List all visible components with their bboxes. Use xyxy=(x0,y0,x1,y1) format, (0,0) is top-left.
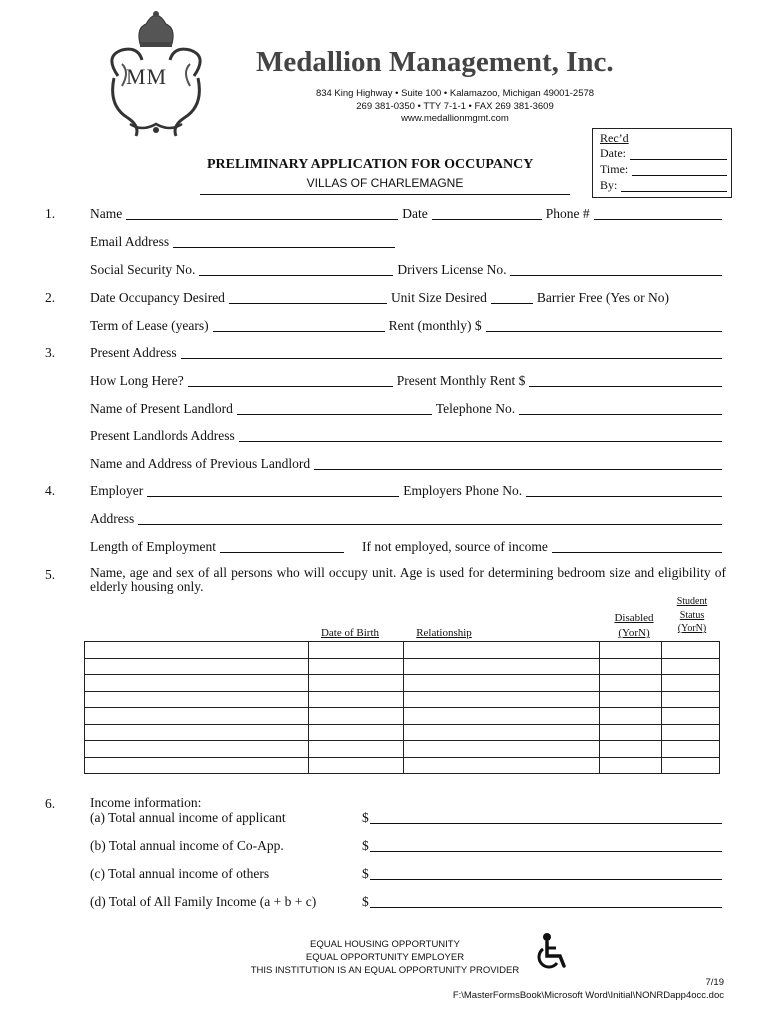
income-d-dollar: $ xyxy=(362,894,369,909)
section-2-row-1 xyxy=(90,288,726,306)
table-cell[interactable] xyxy=(404,642,600,659)
employment-length-label: Length of Employment xyxy=(90,539,216,554)
table-cell[interactable] xyxy=(85,724,309,741)
table-row xyxy=(85,741,720,758)
employer-address-label: Address xyxy=(90,511,135,526)
table-cell[interactable] xyxy=(600,724,662,741)
section-2-row-2 xyxy=(90,316,726,334)
table-cell[interactable] xyxy=(308,741,404,758)
received-date-field[interactable] xyxy=(630,146,727,160)
section-4-row-3 xyxy=(90,537,726,555)
col-disabled-yn: (YorN) xyxy=(618,627,650,639)
name-field[interactable] xyxy=(126,206,398,220)
occupants-instructions: Name, age and sex of all persons who will occupy unit. Age is used for determining bedroom size and eligibility of elderly housing only. xyxy=(90,565,726,594)
income-b-label: (b) Total annual income of Co-App. xyxy=(90,838,284,853)
table-cell[interactable] xyxy=(308,691,404,708)
section-6-number: 6. xyxy=(45,796,56,811)
present-rent-field[interactable] xyxy=(529,373,722,387)
lease-term-field[interactable] xyxy=(213,318,385,332)
table-row xyxy=(85,642,720,659)
table-cell[interactable] xyxy=(662,741,720,758)
occupants-table xyxy=(84,641,720,774)
employer-field[interactable] xyxy=(147,483,399,497)
table-cell[interactable] xyxy=(404,741,600,758)
section-5-number: 5. xyxy=(45,567,56,582)
table-row xyxy=(85,757,720,774)
table-row xyxy=(85,708,720,725)
col-relationship: Relationship xyxy=(416,627,472,639)
footer-equal-employer: EQUAL OPPORTUNITY EMPLOYER xyxy=(305,952,465,963)
footer-equal-housing: EQUAL HOUSING OPPORTUNITY xyxy=(310,939,460,950)
landlord-name-field[interactable] xyxy=(237,401,432,415)
logo-monogram: MM xyxy=(126,64,168,89)
rent-label: Rent (monthly) $ xyxy=(388,318,482,333)
license-field[interactable] xyxy=(510,262,722,276)
section-3-row-2 xyxy=(90,371,726,389)
company-logo xyxy=(100,6,212,142)
table-cell[interactable] xyxy=(600,642,662,659)
col-student-status: Status xyxy=(679,610,705,621)
ssn-field[interactable] xyxy=(199,262,393,276)
company-address: 834 King Highway • Suite 100 • Kalamazoo, Michigan 49001-2578 xyxy=(315,88,595,99)
rent-field[interactable] xyxy=(486,318,722,332)
wheelchair-icon xyxy=(532,932,572,977)
received-by-label: By: xyxy=(600,178,618,192)
table-cell[interactable] xyxy=(600,708,662,725)
received-box xyxy=(592,128,732,198)
barrier-free-label: Barrier Free (Yes or No) xyxy=(536,290,670,305)
section-2-number: 2. xyxy=(45,290,56,305)
section-4-number: 4. xyxy=(45,483,56,498)
phone-field[interactable] xyxy=(594,206,722,220)
table-cell[interactable] xyxy=(662,757,720,774)
income-a-dollar: $ xyxy=(362,810,369,825)
table-cell[interactable] xyxy=(600,691,662,708)
form-title: PRELIMINARY APPLICATION FOR OCCUPANCY xyxy=(207,157,534,172)
company-website: www.medallionmgmt.com xyxy=(401,113,509,124)
income-c-dollar: $ xyxy=(362,866,369,881)
table-cell[interactable] xyxy=(600,675,662,692)
employer-address-field[interactable] xyxy=(138,511,722,525)
property-name: VILLAS OF CHARLEMAGNE xyxy=(306,176,464,190)
income-row-d xyxy=(90,892,726,910)
table-cell[interactable] xyxy=(600,658,662,675)
table-cell[interactable] xyxy=(85,757,309,774)
received-time-field[interactable] xyxy=(632,162,727,176)
table-cell[interactable] xyxy=(308,724,404,741)
col-date-of-birth: Date of Birth xyxy=(320,627,380,639)
company-name: Medallion Management, Inc. xyxy=(256,46,614,78)
received-title: Rec’d xyxy=(600,131,629,145)
employment-length-field[interactable] xyxy=(220,539,344,553)
occupancy-date-label: Date Occupancy Desired xyxy=(90,290,225,305)
income-source-field[interactable] xyxy=(552,539,722,553)
income-d-label: (d) Total of All Family Income (a + b + c) xyxy=(90,894,317,909)
table-row xyxy=(85,724,720,741)
income-c-label: (c) Total annual income of others xyxy=(90,866,270,881)
property-underline xyxy=(200,194,570,195)
email-label: Email Address xyxy=(90,234,170,249)
table-cell[interactable] xyxy=(85,675,309,692)
table-row xyxy=(85,658,720,675)
income-a-field[interactable] xyxy=(370,810,722,824)
how-long-label: How Long Here? xyxy=(90,373,184,388)
landlord-name-label: Name of Present Landlord xyxy=(90,401,233,416)
license-label: Drivers License No. xyxy=(397,262,507,277)
section-1-row-1 xyxy=(90,204,726,222)
income-row-a xyxy=(90,808,726,826)
table-cell[interactable] xyxy=(85,741,309,758)
received-time-label: Time: xyxy=(600,162,629,176)
previous-landlord-field[interactable] xyxy=(314,456,722,470)
table-cell[interactable] xyxy=(404,658,600,675)
income-row-b xyxy=(90,836,726,854)
section-4-row-2 xyxy=(90,509,726,527)
table-cell[interactable] xyxy=(85,658,309,675)
income-b-dollar: $ xyxy=(362,838,369,853)
table-cell[interactable] xyxy=(404,757,600,774)
table-row xyxy=(85,691,720,708)
previous-landlord-label: Name and Address of Previous Landlord xyxy=(90,456,311,471)
table-cell[interactable] xyxy=(85,708,309,725)
received-date-label: Date: xyxy=(600,146,626,160)
table-cell[interactable] xyxy=(662,724,720,741)
income-title: Income information: xyxy=(90,795,202,810)
company-phone: 269 381-0350 • TTY 7-1-1 • FAX 269 381-3609 xyxy=(356,101,554,112)
income-source-label: If not employed, source of income xyxy=(361,539,548,554)
table-cell[interactable] xyxy=(662,642,720,659)
employer-label: Employer xyxy=(90,483,144,498)
email-field[interactable] xyxy=(173,234,395,248)
section-4-row-1 xyxy=(90,481,726,499)
income-a-label: (a) Total annual income of applicant xyxy=(90,810,286,825)
income-row-c xyxy=(90,864,726,882)
present-address-field[interactable] xyxy=(181,345,722,359)
how-long-field[interactable] xyxy=(188,373,393,387)
col-student: Student xyxy=(676,596,708,607)
table-cell[interactable] xyxy=(308,757,404,774)
footer-file-path: F:\MasterFormsBook\Microsoft Word\Initial\NONRDapp4occ.doc xyxy=(452,990,724,1001)
lease-term-label: Term of Lease (years) xyxy=(90,318,209,333)
date-field[interactable] xyxy=(432,206,542,220)
table-cell[interactable] xyxy=(662,708,720,725)
unit-size-field[interactable] xyxy=(491,290,533,304)
present-address-label: Present Address xyxy=(90,345,177,360)
employer-phone-label: Employers Phone No. xyxy=(403,483,523,498)
income-b-field[interactable] xyxy=(370,838,722,852)
table-cell[interactable] xyxy=(662,675,720,692)
income-d-field[interactable] xyxy=(370,894,722,908)
ssn-label: Social Security No. xyxy=(90,262,196,277)
name-label: Name xyxy=(90,206,123,221)
section-1-row-3 xyxy=(90,260,726,278)
footer-equal-provider: THIS INSTITUTION IS AN EQUAL OPPORTUNITY PROVIDER xyxy=(250,965,520,976)
telephone-label: Telephone No. xyxy=(435,401,516,416)
section-3-row-3 xyxy=(90,399,726,417)
present-rent-label: Present Monthly Rent $ xyxy=(396,373,526,388)
table-row xyxy=(85,675,720,692)
section-1-row-2 xyxy=(90,232,726,250)
table-cell[interactable] xyxy=(85,642,309,659)
date-label: Date xyxy=(402,206,428,221)
table-cell[interactable] xyxy=(85,691,309,708)
landlord-address-label: Present Landlords Address xyxy=(90,428,235,443)
occupancy-date-field[interactable] xyxy=(229,290,387,304)
section-3-row-5 xyxy=(90,454,726,472)
employer-phone-field[interactable] xyxy=(526,483,722,497)
table-cell[interactable] xyxy=(404,724,600,741)
received-by-field[interactable] xyxy=(621,178,727,192)
phone-label: Phone # xyxy=(545,206,590,221)
landlord-address-field[interactable] xyxy=(239,428,722,442)
table-cell[interactable] xyxy=(404,691,600,708)
table-cell[interactable] xyxy=(308,708,404,725)
table-cell[interactable] xyxy=(662,691,720,708)
table-cell[interactable] xyxy=(308,675,404,692)
footer-version: 7/19 xyxy=(705,977,724,988)
col-disabled: Disabled xyxy=(614,612,654,624)
unit-size-label: Unit Size Desired xyxy=(390,290,487,305)
table-cell[interactable] xyxy=(404,708,600,725)
income-c-field[interactable] xyxy=(370,866,722,880)
section-3-row-4 xyxy=(90,426,726,444)
table-cell[interactable] xyxy=(600,757,662,774)
table-cell[interactable] xyxy=(308,658,404,675)
table-cell[interactable] xyxy=(662,658,720,675)
col-student-yn: (YorN) xyxy=(677,623,707,634)
telephone-field[interactable] xyxy=(519,401,722,415)
section-3-row-1 xyxy=(90,343,726,361)
table-cell[interactable] xyxy=(600,741,662,758)
table-cell[interactable] xyxy=(308,642,404,659)
section-3-number: 3. xyxy=(45,345,56,360)
table-cell[interactable] xyxy=(404,675,600,692)
section-1-number: 1. xyxy=(45,206,56,221)
